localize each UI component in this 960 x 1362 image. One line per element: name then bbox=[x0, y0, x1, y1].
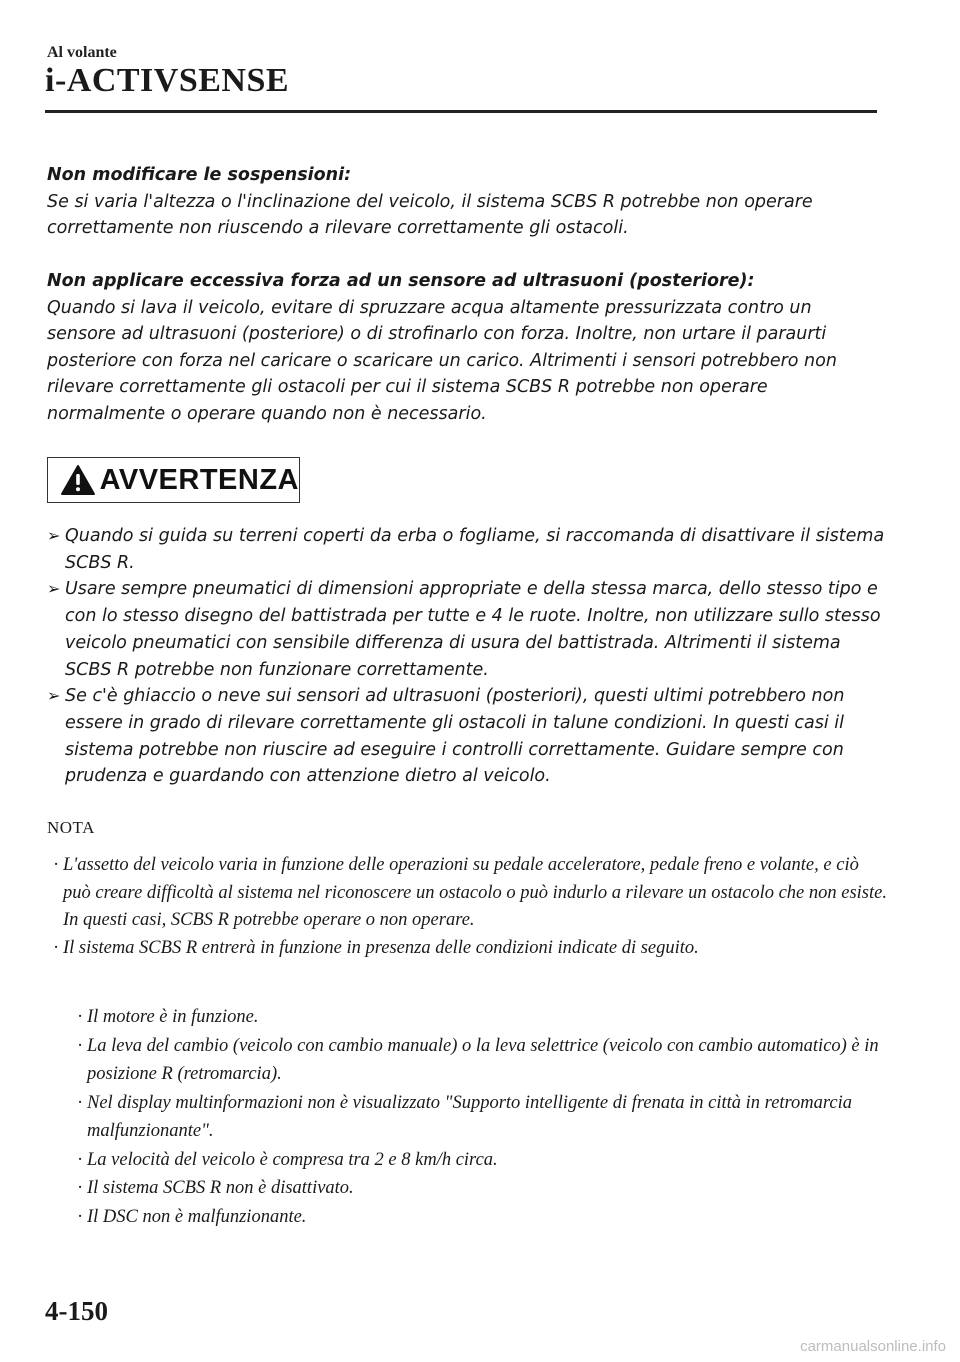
dot-bullet-icon: · bbox=[77, 1178, 84, 1198]
sensor-force-body: Quando si lava il veicolo, evitare di spruzzare acqua altamente pressurizzata contro un sensore ad ultrasuoni (posteriore) o di strofinarlo con forza. Inoltre, non urtare il paraurti posteriore con forza nel caricare o scaricare un carico. Altrimenti i sensori potrebbero non rilevare correttamente gli ostacoli per cui il sistema SCBS R potrebbe non operare normalmente o operare quando non è necessario. bbox=[47, 297, 837, 424]
warning-triangle-icon bbox=[58, 463, 98, 497]
warning-label: AVVERTENZA bbox=[99, 463, 299, 496]
dot-bullet-icon: · bbox=[77, 1007, 84, 1027]
condition-item: · Il sistema SCBS R non è disattivato. bbox=[71, 1174, 887, 1203]
dot-bullet-icon: · bbox=[77, 1035, 84, 1056]
condition-item: · Nel display multinformazioni non è visualizzato "Supporto intelligente di frenata in città in retromarcia malfunzionante". bbox=[71, 1089, 887, 1146]
nota-item: · Il sistema SCBS R entrerà in funzione in presenza delle condizioni indicate di seguito. bbox=[47, 935, 887, 963]
nota-heading: NOTA bbox=[47, 818, 95, 837]
suspension-block bbox=[47, 162, 882, 242]
arrow-bullet-icon: ➢ bbox=[47, 686, 61, 706]
suspension-heading: Non modificare le sospensioni: bbox=[47, 165, 352, 185]
condition-item: · Il DSC non è malfunzionante. bbox=[71, 1203, 887, 1232]
page-title: i-ACTIVSENSE bbox=[45, 62, 290, 99]
page-number: 4-150 bbox=[45, 1296, 108, 1326]
nota-list bbox=[47, 852, 887, 963]
warning-item: ➢ Quando si guida su terreni coperti da erba o fogliame, si raccomanda di disattivare il sistema SCBS R. bbox=[47, 523, 887, 576]
warning-item: ➢ Usare sempre pneumatici di dimensioni appropriate e della stessa marca, dello stesso tipo e con lo stesso disegno del battistrada per tutte e 4 le ruote. Inoltre, non utilizzare sullo stesso veicolo pneumatici con sensibile differenza di usura del battistrada. Altrimenti il sistema SCBS R potrebbe non funzionare correttamente. bbox=[47, 576, 887, 683]
nota-item: · L'assetto del veicolo varia in funzione delle operazioni su pedale acceleratore, pedale freno e volante, e ciò può creare difficoltà al sistema nel riconoscere un ostacolo o può indurlo a rilevare un ostacolo che non esiste. In questi casi, SCBS R potrebbe operare o non operare. bbox=[47, 852, 887, 935]
section-label: Al volante bbox=[47, 44, 117, 61]
warning-item: ➢ Se c'è ghiaccio o neve sui sensori ad ultrasuoni (posteriori), questi ultimi potrebbero non essere in grado di rilevare correttamente gli ostacoli in talune condizioni. In questi casi il sistema potrebbe non riuscire ad eseguire i controlli correttamente. Guidare sempre con prudenza e guardando con attenzione dietro al veicolo. bbox=[47, 683, 887, 790]
arrow-bullet-icon: ➢ bbox=[47, 579, 61, 599]
conditions-list bbox=[71, 1003, 887, 1231]
header-divider bbox=[45, 110, 877, 113]
dot-bullet-icon: · bbox=[53, 855, 60, 875]
sensor-force-block bbox=[47, 268, 882, 427]
dot-bullet-icon: · bbox=[77, 1206, 84, 1227]
condition-item: · Il motore è in funzione. bbox=[71, 1003, 887, 1032]
suspension-body: Se si varia l'altezza o l'inclinazione del veicolo, il sistema SCBS R potrebbe non operare correttamente non riuscendo a rilevare correttamente gli ostacoli. bbox=[47, 191, 813, 238]
arrow-bullet-icon: ➢ bbox=[47, 526, 61, 545]
warning-box bbox=[47, 457, 300, 503]
dot-bullet-icon: · bbox=[53, 938, 60, 959]
watermark: carmanualsonline.info bbox=[800, 1338, 946, 1355]
warning-list bbox=[47, 523, 887, 790]
dot-bullet-icon: · bbox=[77, 1149, 84, 1170]
condition-item: · La velocità del veicolo è compresa tra 2 e 8 km/h circa. bbox=[71, 1146, 887, 1175]
sensor-force-heading: Non applicare eccessiva forza ad un sensore ad ultrasuoni (posteriore): bbox=[47, 271, 755, 291]
condition-item: · La leva del cambio (veicolo con cambio manuale) o la leva selettrice (veicolo con cambio automatico) è in posizione R (retromarcia). bbox=[71, 1032, 887, 1089]
dot-bullet-icon: · bbox=[77, 1092, 84, 1113]
